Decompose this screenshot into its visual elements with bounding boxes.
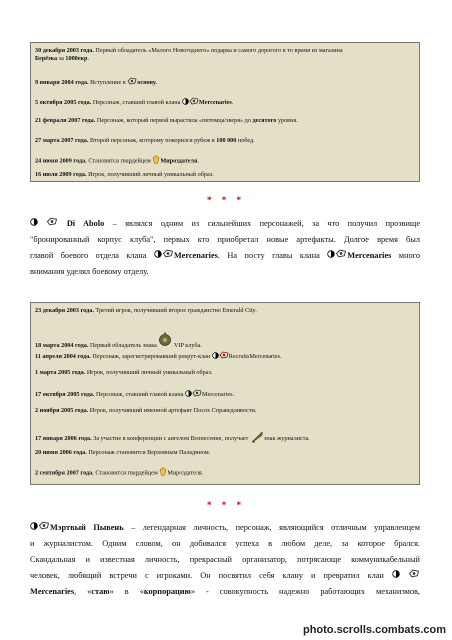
paragraph-line: главой боевого отдела клана Mercenaries. На посту главы клана Mercenaries много (30, 248, 420, 264)
achievement-row: 18 марта 2004 года. Первый обладатель знака VIP клуба. (35, 331, 415, 350)
paragraph-line: человек, любящий встречи с игроками. Он посвятил себя клану и превратил клан (30, 568, 420, 584)
align-icon (185, 390, 192, 400)
clan-emblem-icon (192, 389, 202, 400)
align-icon (327, 248, 335, 264)
bio-paragraph-di-abolo (30, 216, 420, 280)
clan-emblem-icon (162, 248, 174, 264)
paragraph-line: и журналистом. Одним словом, он добивался успеха в любом деле, за которое брался. (30, 539, 420, 549)
align-icon (392, 568, 400, 584)
paragraph-line: Mercenaries, «стаю» в «корпорацию» - совокупность надежно работающих механизмов, (30, 587, 420, 597)
achievement-row: 24 июня 2009 года. Становится гвардейцем Мироздателя. (35, 155, 415, 167)
achievement-row: 1 марта 2005 года. Игрок, получивший личный уникальный образ. (35, 369, 213, 376)
paragraph-line: Мэртвый Пывень – легендарная личность, персонаж, являющийся отличным управленцем (30, 520, 420, 536)
achievement-row: 17 октября 2005 года. Персонаж, ставший главой клана Mercenaries. (35, 389, 415, 400)
paragraph-line: Скандальная и известная личность, прекрасный организатор, потрясающе коммуникабельный (30, 555, 420, 565)
paragraph-line: "бронированный корпус клуба", первых кто приобретал новые артефакты. Долгое время был (30, 235, 420, 245)
achievement-row: 27 марта 2007 года. Второй персонаж, которому покорился рубеж в 100 000 побед. (35, 137, 255, 144)
achievement-row: 11 апреля 2004 года. Персонаж, зарегистрировавший рекрут-клан RecruitsMercenaries. (35, 351, 415, 362)
watermark: photo.scrolls.combats.com (302, 624, 446, 636)
clan-emblem-icon (189, 97, 199, 108)
align-icon (154, 248, 162, 264)
paragraph-line: внимания уделял боевому отделу. (30, 267, 149, 277)
achievements-box-2 (30, 302, 420, 485)
achievement-row-cont: Берёзка за 1000екр. (35, 55, 90, 62)
paragraph-line: Di Abolo – являлся одним из сильнейших персонажей, за что получил прозвище (30, 216, 420, 232)
align-icon (212, 352, 219, 362)
clan-emblem-icon (408, 568, 420, 584)
clan-emblem-icon (46, 216, 58, 232)
clan-emblem-icon (219, 351, 229, 362)
clan-emblem-icon (38, 520, 50, 536)
section-divider: * * * (207, 500, 245, 510)
achievements-box-1 (30, 42, 420, 182)
align-icon (30, 216, 38, 232)
achievement-row: 2 сентября 2007 года. Становится гвардейцем Мироздателя. (35, 467, 415, 479)
achievement-row: 23 декабря 2003 года. Третий игрок, получивший второе гражданство Emerald City. (35, 307, 257, 314)
achievement-row: 17 января 2006 года. За участие в конференции с ангелом Вознесение, получает знак журналиста. (35, 431, 415, 446)
achievement-row: 9 января 2004 года. Вступление в основу. (35, 77, 415, 88)
achievement-row: 5 октября 2005 года. Персонаж, ставший главой клана Mercenaries. (35, 97, 415, 108)
clan-emblem-icon (335, 248, 347, 264)
achievement-row: 2 ноября 2005 года. Игрок, получивший именной артефакт Посох Справедливости. (35, 407, 257, 414)
clan-emblem-icon (127, 77, 137, 88)
achievement-row: 16 июля 2009 года. Игрок, получивший личный уникальный образ. (35, 171, 214, 178)
journalist-quill-icon (250, 431, 264, 446)
vip-badge-icon (158, 331, 172, 350)
align-icon (30, 520, 38, 536)
achievement-row: 30 декабря 2003 года. Первый обладатель «Малого Новогоднего» подарка и самого дорогого в то время из магазина (35, 47, 343, 54)
section-divider: * * * (207, 195, 245, 205)
bio-paragraph-mertvy-pyven (30, 520, 420, 600)
align-icon (182, 98, 189, 108)
achievement-row: 21 февраля 2007 года. Персонаж, который первой вырастила «питомца/зверя» до десятого уровня. (35, 117, 298, 124)
achievement-row: 20 июня 2006 года. Персонаж становится Верховным Паладином. (35, 449, 211, 456)
